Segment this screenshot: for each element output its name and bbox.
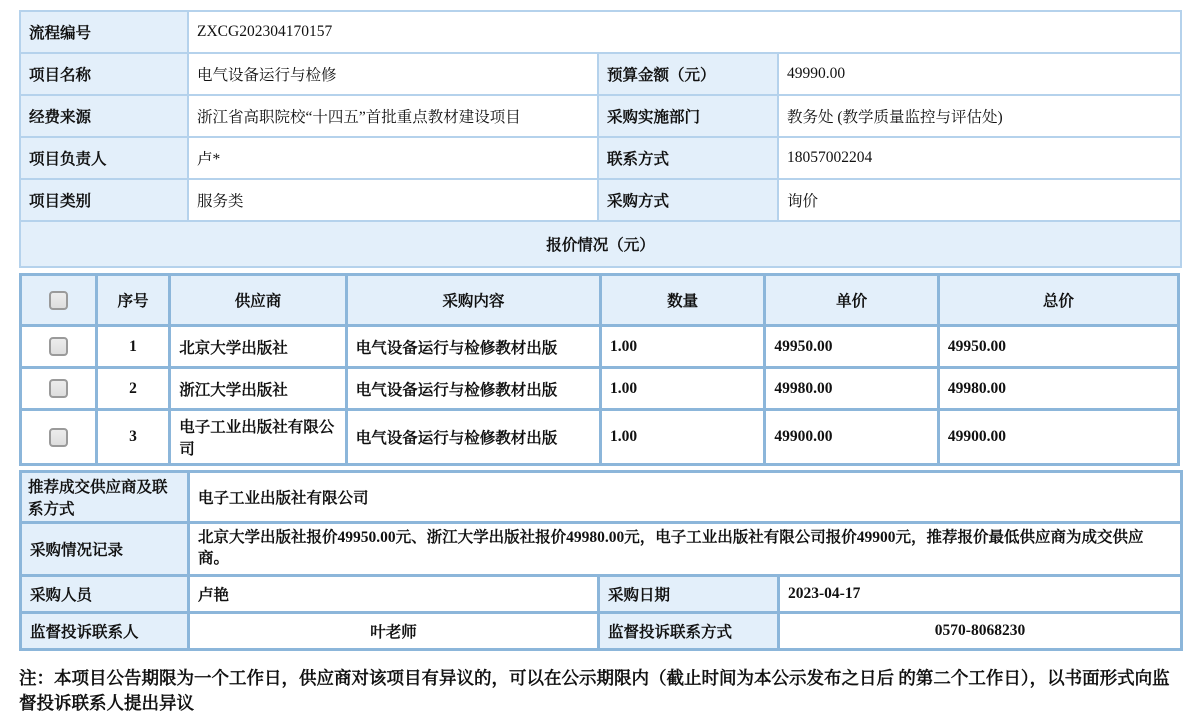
total-price-cell: 49900.00 xyxy=(938,410,1178,465)
content-cell: 电气设备运行与检修教材出版 xyxy=(346,326,600,368)
category-value: 服务类 xyxy=(188,179,598,221)
col-header-content: 采购内容 xyxy=(346,275,600,326)
project-name-label: 项目名称 xyxy=(20,53,188,95)
col-header-qty: 数量 xyxy=(600,275,764,326)
qty-cell: 1.00 xyxy=(600,368,764,410)
method-label: 采购方式 xyxy=(598,179,778,221)
row-checkbox[interactable] xyxy=(49,428,68,447)
col-header-unit-price: 单价 xyxy=(765,275,938,326)
row-leader xyxy=(20,137,1181,179)
budget-label: 预算金额（元） xyxy=(598,53,778,95)
total-price-cell: 49950.00 xyxy=(938,326,1178,368)
category-label: 项目类别 xyxy=(20,179,188,221)
recommended-label: 推荐成交供应商及联系方式 xyxy=(21,472,189,523)
unit-price-cell: 49900.00 xyxy=(765,410,938,465)
unit-price-cell: 49950.00 xyxy=(765,326,938,368)
supplier-cell: 北京大学出版社 xyxy=(170,326,347,368)
record-label: 采购情况记录 xyxy=(21,523,189,576)
method-value: 询价 xyxy=(778,179,1181,221)
dept-label: 采购实施部门 xyxy=(598,95,778,137)
col-header-seq: 序号 xyxy=(96,275,170,326)
row-funding xyxy=(20,95,1181,137)
row-checkbox[interactable] xyxy=(49,379,68,398)
seq-cell: 1 xyxy=(96,326,170,368)
dept-value: 教务处 (教学质量监控与评估处) xyxy=(778,95,1181,137)
funding-label: 经费来源 xyxy=(20,95,188,137)
row-checkbox-cell xyxy=(21,410,97,465)
quote-section-title: 报价情况（元） xyxy=(20,221,1181,267)
date-value: 2023-04-17 xyxy=(779,575,1182,612)
quotation-header-row xyxy=(21,275,1179,326)
contact-value: 18057002204 xyxy=(778,137,1181,179)
supplier-cell: 浙江大学出版社 xyxy=(170,368,347,410)
project-info-table xyxy=(19,10,1182,268)
row-quote-section-title xyxy=(20,221,1181,267)
record-value: 北京大学出版社报价49950.00元、浙江大学出版社报价49980.00元，电子工业出版社有限公司报价49900元，推荐报价最低供应商为成交供应商。 xyxy=(189,523,1182,576)
buyer-label: 采购人员 xyxy=(21,575,189,612)
qty-cell: 1.00 xyxy=(600,326,764,368)
row-project-name xyxy=(20,53,1181,95)
row-category xyxy=(20,179,1181,221)
select-all-cell xyxy=(21,275,97,326)
col-header-total-price: 总价 xyxy=(938,275,1178,326)
row-complaint xyxy=(21,612,1182,649)
complaint-contact-label: 监督投诉联系人 xyxy=(21,612,189,649)
project-name-value: 电气设备运行与检修 xyxy=(188,53,598,95)
row-record xyxy=(21,523,1182,576)
buyer-value: 卢艳 xyxy=(189,575,599,612)
complaint-phone-value: 0570-8068230 xyxy=(779,612,1182,649)
col-header-supplier: 供应商 xyxy=(170,275,347,326)
row-process-no xyxy=(20,11,1181,53)
row-checkbox-cell xyxy=(21,326,97,368)
unit-price-cell: 49980.00 xyxy=(765,368,938,410)
quotation-row-1 xyxy=(21,326,1179,368)
process-no-value: ZXCG202304170157 xyxy=(188,11,1181,53)
supplier-cell: 电子工业出版社有限公司 xyxy=(170,410,347,465)
recommended-value: 电子工业出版社有限公司 xyxy=(189,472,1182,523)
select-all-checkbox[interactable] xyxy=(49,291,68,310)
quotation-row-2 xyxy=(21,368,1179,410)
content-cell: 电气设备运行与检修教材出版 xyxy=(346,368,600,410)
date-label: 采购日期 xyxy=(599,575,779,612)
quotation-table xyxy=(19,273,1180,466)
funding-value: 浙江省高职院校“十四五”首批重点教材建设项目 xyxy=(188,95,598,137)
seq-cell: 2 xyxy=(96,368,170,410)
row-checkbox-cell xyxy=(21,368,97,410)
announcement-note: 注：本项目公告期限为一个工作日，供应商对该项目有异议的，可以在公示期限内（截止时间为本公示发布之日后 的第二个工作日），以书面形式向监督投诉联系人提出异议 xyxy=(19,667,1170,713)
complaint-contact-value: 叶老师 xyxy=(189,612,599,649)
budget-value: 49990.00 xyxy=(778,53,1181,95)
leader-label: 项目负责人 xyxy=(20,137,188,179)
row-recommended xyxy=(21,472,1182,523)
result-summary-table xyxy=(19,470,1183,651)
total-price-cell: 49980.00 xyxy=(938,368,1178,410)
row-buyer xyxy=(21,575,1182,612)
row-checkbox[interactable] xyxy=(49,337,68,356)
complaint-phone-label: 监督投诉联系方式 xyxy=(599,612,779,649)
seq-cell: 3 xyxy=(96,410,170,465)
content-cell: 电气设备运行与检修教材出版 xyxy=(346,410,600,465)
quotation-row-3 xyxy=(21,410,1179,465)
process-no-label: 流程编号 xyxy=(20,11,188,53)
leader-value: 卢* xyxy=(188,137,598,179)
contact-label: 联系方式 xyxy=(598,137,778,179)
qty-cell: 1.00 xyxy=(600,410,764,465)
